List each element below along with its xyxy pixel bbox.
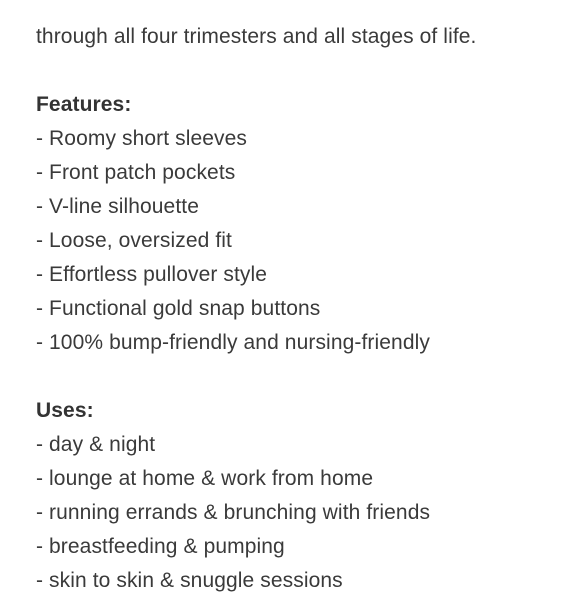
use-item: - skin to skin & snuggle sessions bbox=[36, 569, 343, 592]
uses-heading: Uses: bbox=[36, 399, 94, 422]
feature-item: - V-line silhouette bbox=[36, 195, 199, 218]
feature-item: - Functional gold snap buttons bbox=[36, 297, 321, 320]
feature-item: - 100% bump-friendly and nursing-friendly bbox=[36, 331, 430, 354]
features-heading: Features: bbox=[36, 93, 132, 116]
spacer bbox=[36, 360, 566, 394]
spacer bbox=[36, 54, 566, 88]
use-item: - breastfeeding & pumping bbox=[36, 535, 285, 558]
description-line-partial bbox=[36, 0, 566, 20]
description-line: through all four trimesters and all stages of life. bbox=[36, 25, 477, 48]
feature-item: - Roomy short sleeves bbox=[36, 127, 248, 150]
feature-item: - Loose, oversized fit bbox=[36, 229, 232, 252]
use-item: - day & night bbox=[36, 433, 156, 456]
product-description bbox=[36, 0, 566, 598]
use-item: - lounge at home & work from home bbox=[36, 467, 374, 490]
feature-item: - Effortless pullover style bbox=[36, 263, 268, 286]
feature-item: - Front patch pockets bbox=[36, 161, 236, 184]
use-item: - running errands & brunching with friends bbox=[36, 501, 431, 524]
